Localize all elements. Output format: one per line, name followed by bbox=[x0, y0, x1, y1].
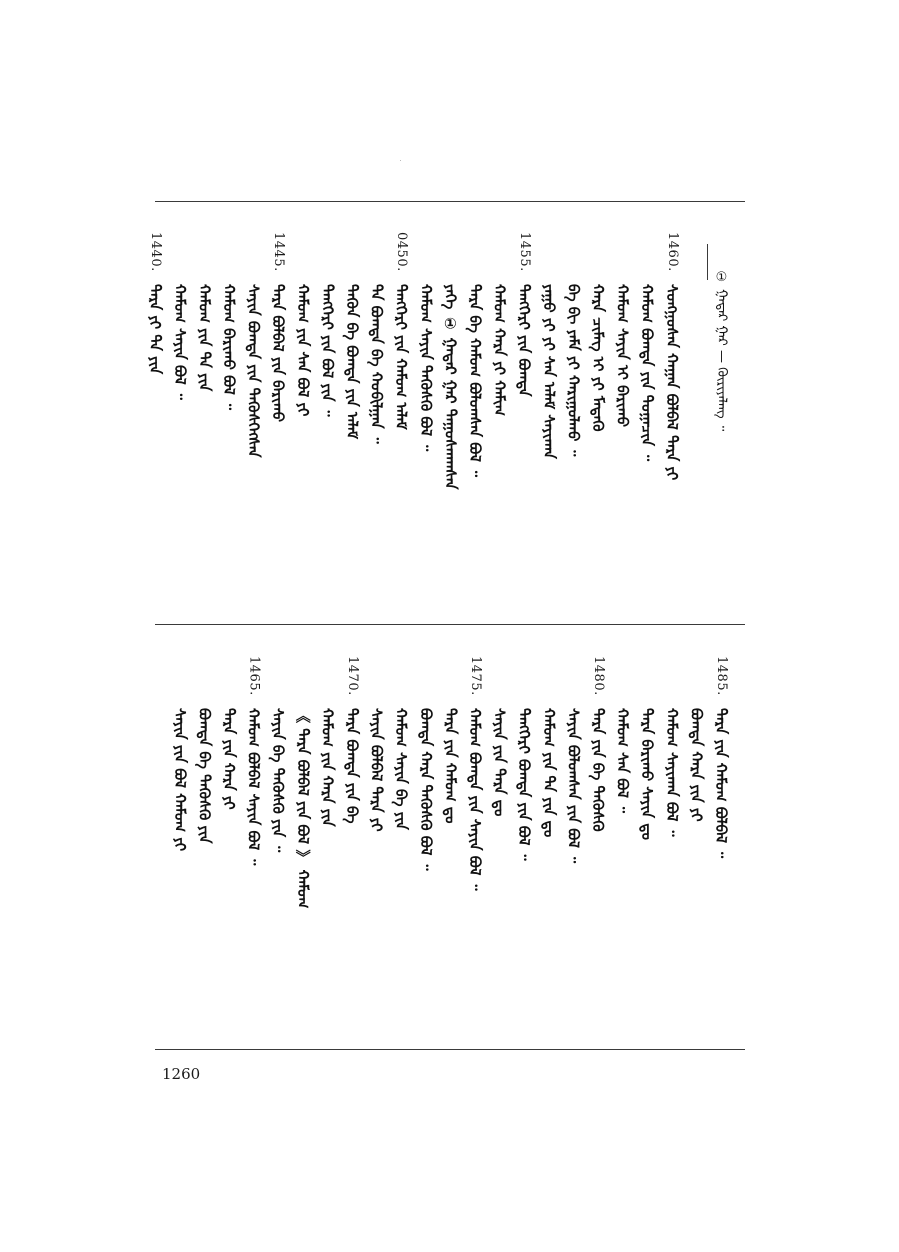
verse-text: ᠲᠡᠷᠡ ᠶᠢᠨ ᠬᠠᠮᠤᠭ ᠪᠣᠯᠪᠠᠯ ᠃ bbox=[712, 708, 730, 859]
verse-column bbox=[268, 656, 288, 1036]
line-number bbox=[219, 232, 239, 292]
line-number bbox=[440, 656, 460, 716]
line-number bbox=[293, 232, 313, 292]
verse-column bbox=[490, 232, 510, 612]
verse-text: ᠬᠠᠮᠤᠭ ᠶᠢᠨ ᠰᠠᠨ ᠪᠣᠯ ᠶᠢ bbox=[293, 284, 312, 417]
line-number bbox=[268, 656, 288, 716]
verse-text: ᠰᠠᠶᠢᠨ ᠶᠢᠨ ᠪᠣᠯ ᠬᠠᠮᠤᠭ ᠶᠢ bbox=[170, 708, 189, 852]
verse-column bbox=[490, 656, 510, 1036]
footnote-separator bbox=[707, 244, 708, 280]
line-number bbox=[194, 656, 214, 716]
verse-text: ᠬᠠᠮᠤᠭ ᠬᠠᠷᠠ ᠶᠢ ᠬᠠᠮᠢᠭ bbox=[490, 284, 509, 416]
verse-column bbox=[194, 232, 214, 612]
verse-text: ᠶᠠᠭᠤ ᠶᠢ ᠶᠢ ᠰᠠᠨ ᠠᠯᠠᠮ ᠰᠠᠶᠢᠬᠠᠨ bbox=[539, 284, 558, 459]
verse-text: ᠬᠠᠮᠤᠭ ᠶᠢᠨ ᠬᠠᠷᠠ ᠶᠢᠨ bbox=[318, 708, 337, 827]
line-number: 1445. bbox=[271, 232, 287, 272]
line-number bbox=[194, 232, 214, 292]
verse-column bbox=[465, 656, 485, 1036]
line-number bbox=[637, 656, 657, 716]
line-number: 1480. bbox=[591, 656, 606, 696]
verse-column bbox=[588, 232, 608, 612]
verse-column bbox=[613, 232, 633, 612]
verse-column bbox=[514, 656, 534, 1036]
middle-rule bbox=[155, 624, 745, 625]
verse-text: ᠬᠠᠷᠠ ᠴᠢᠮᠡᠭ ᠢ ᠶᠢ ᠮᠡᠳᠡᠬᠦ bbox=[589, 284, 607, 432]
verse-column bbox=[539, 656, 559, 1036]
line-number bbox=[588, 232, 608, 292]
verse-text: ᠲᠡᠭᠦᠨ ᠪᠠ ᠪᠣᠭᠳᠠ ᠶᠢᠨ ᠠᠯᠠᠮ bbox=[343, 284, 361, 440]
verse-text: ᠪᠣᠭᠳᠠ ᠪᠠ ᠲᠡᠭᠦᠰᠬᠦ ᠶᠢᠨ bbox=[195, 708, 214, 844]
top-rule bbox=[155, 201, 745, 202]
verse-text: ᠲᠡᠷᠡ ᠪᠣᠯᠪᠠᠯ ᠶᠢᠨ ᠪᠠᠷᠢᠬᠤ bbox=[269, 284, 288, 422]
verse-text: ᠬᠠᠮᠤᠭ ᠶᠢᠨ ᠲᠡ ᠶᠢᠨ bbox=[195, 284, 214, 392]
bottom-rule bbox=[155, 1049, 745, 1050]
verse-column bbox=[711, 656, 731, 1036]
line-number bbox=[367, 232, 387, 292]
verse-column bbox=[342, 232, 362, 612]
verse-text: ᠲᠡᠷᠡ ᠶᠢᠨ ᠬᠠᠮᠤᠭ ᠳᠤ bbox=[441, 708, 460, 824]
verse-column bbox=[465, 232, 485, 612]
verse-text: ᠰᠠᠶᠢᠨ ᠪᠣᠯᠤᠭᠰᠠᠨ ᠶᠢᠨ ᠪᠣᠯ ᠃ bbox=[564, 708, 583, 864]
verse-column bbox=[416, 656, 436, 1036]
verse-column bbox=[514, 232, 534, 612]
verse-text: ᠬᠠᠮᠤᠭ ᠰᠠᠶᠢᠨ ᠢ ᠪᠠᠷᠢᠬᠤ bbox=[613, 284, 632, 427]
line-number: 1470. bbox=[345, 656, 360, 696]
footnote-text: ① ᠭᠠᠳᠠᠷ ᠭᠠᠷ — ᠬᠦᠷᠢᠶᠡᠯᠡᠩ ᠃ bbox=[714, 270, 729, 432]
line-number bbox=[440, 232, 460, 292]
line-number bbox=[170, 232, 190, 292]
verse-text: ᠪᠣᠭᠳᠠ ᠬᠠᠷᠠ ᠲᠡᠭᠦᠰᠬᠦ ᠪᠣᠯ ᠃ bbox=[416, 708, 435, 871]
line-number bbox=[416, 232, 436, 292]
page-speck bbox=[400, 160, 401, 161]
verse-column bbox=[416, 232, 436, 612]
verse-column bbox=[662, 656, 682, 1036]
verse-column bbox=[244, 232, 264, 612]
line-number bbox=[539, 232, 559, 292]
verse-text: ᠲᠡᠷᠡ ᠶᠢ ᠲᠡ ᠶᠢᠨ bbox=[146, 284, 165, 375]
verse-column bbox=[317, 656, 337, 1036]
line-number: 1440. bbox=[148, 232, 164, 272]
verse-column bbox=[342, 656, 362, 1036]
verse-column bbox=[219, 232, 239, 612]
line-number bbox=[563, 656, 583, 716]
line-number bbox=[416, 656, 436, 716]
verse-text: ᠪᠠ ᠪᠢ ᠶᠠᠮᠠ ᠶᠢ ᠬᠠᠷᠢᠭᠤᠯᠬᠤ ᠃ bbox=[564, 284, 583, 457]
verse-text: ᠶᠡᠬᠡ ① ᠭᠠᠳᠠᠷ ᠭᠠᠷ ᠳᠠᠭᠤᠰᠬᠠᠭᠰᠠᠨ bbox=[441, 284, 460, 490]
verse-text: ᠲᠡᠷᠡ ᠶᠢᠨ ᠬᠠᠷᠠ ᠶᠢ bbox=[220, 708, 238, 810]
verse-text: ᠰᠠᠶᠢᠨ ᠪᠠ ᠲᠡᠭᠦᠰᠬᠦ ᠶᠢᠨ ᠃ bbox=[269, 708, 288, 853]
verse-column bbox=[391, 232, 411, 612]
line-number: 1460. bbox=[664, 232, 680, 272]
line-number bbox=[367, 656, 387, 716]
verse-text: ᠬᠠᠮᠤᠭ ᠰᠠᠶᠢᠨ ᠲᠡᠭᠦᠰᠬᠦ ᠪᠣᠯ ᠃ bbox=[416, 284, 435, 452]
verse-text: ᠬᠠᠮᠤᠭ ᠰᠠᠶᠢᠨ ᠪᠠ ᠶᠢᠨ bbox=[392, 708, 411, 830]
line-number bbox=[293, 656, 313, 716]
line-number: 1475. bbox=[468, 656, 483, 696]
verse-column bbox=[662, 232, 682, 612]
verse-text: ᠬᠠᠮᠤᠭ ᠰᠠᠨ ᠪᠣᠯ ᠃ bbox=[613, 708, 632, 814]
line-number bbox=[613, 656, 633, 716]
verse-text: ᠲᠡᠷᠡ ᠪᠣᠭᠳᠠ ᠶᠢᠨ ᠪᠠ bbox=[343, 708, 361, 824]
verse-column bbox=[588, 656, 608, 1036]
verse-column bbox=[440, 656, 460, 1036]
verse-text: ᠬᠠᠮᠤᠭ ᠰᠠᠶᠢᠨ ᠪᠣᠯ ᠃ bbox=[170, 284, 189, 400]
line-number bbox=[391, 656, 411, 716]
verse-text: ᠰᠠᠶᠢᠨ ᠪᠣᠭᠳᠠ ᠶᠢᠨ ᠲᠡᠭᠦᠰᠬᠡᠭᠰᠡᠨ bbox=[244, 284, 263, 458]
verse-column bbox=[391, 656, 411, 1036]
line-number bbox=[317, 232, 337, 292]
verse-column bbox=[637, 232, 657, 612]
verse-column bbox=[539, 232, 559, 612]
verse-text: ᠪᠣᠭᠳᠠ ᠬᠠᠷᠠ ᠶᠢᠨ ᠶᠢ bbox=[687, 708, 706, 822]
line-number bbox=[170, 656, 190, 716]
line-number bbox=[563, 232, 583, 292]
page-number: 1260 bbox=[162, 1065, 201, 1083]
verse-text: ᠰᠠᠶᠢᠨ ᠪᠣᠯᠪᠠᠯ ᠲᠡᠷᠡ ᠶᠢ bbox=[367, 708, 386, 832]
lower-text-block bbox=[155, 656, 745, 1036]
line-number: 1485. bbox=[714, 656, 729, 696]
verse-column bbox=[613, 656, 633, 1036]
line-number: 1465. bbox=[246, 656, 262, 696]
verse-text: ᠲᠡᠩᠭᠡᠷᠢ ᠶᠢᠨ ᠪᠣᠭᠳᠠ bbox=[515, 284, 534, 397]
line-number bbox=[662, 656, 682, 716]
verse-text: ᠲᠡᠩᠭᠡᠷᠢ ᠪᠣᠭᠳᠠ ᠶᠢᠨ ᠪᠣᠯ ᠃ bbox=[515, 708, 534, 861]
verse-text: ᠲᠡᠷᠡ ᠪᠠᠷᠢᠬᠤ ᠰᠠᠶᠢᠨ ᠳᠤ bbox=[638, 708, 657, 841]
verse-text: ᠬᠠᠮᠤᠭ ᠪᠠᠷᠢᠬᠤ ᠪᠣᠯ ᠃ bbox=[220, 284, 238, 410]
line-number bbox=[490, 232, 510, 292]
verse-column bbox=[440, 232, 460, 612]
line-number bbox=[637, 232, 657, 292]
verse-column bbox=[637, 656, 657, 1036]
verse-text: ᠲᠡᠷᠡ ᠶᠢᠨ ᠪᠠ ᠲᠡᠭᠦᠰᠬᠦ bbox=[589, 708, 607, 832]
verse-column bbox=[170, 656, 190, 1036]
footnote bbox=[711, 232, 731, 612]
upper-text-block bbox=[146, 232, 745, 612]
verse-column bbox=[268, 232, 288, 612]
verse-column bbox=[219, 656, 239, 1036]
verse-text: ᠲᠡᠩᠭᠡᠷᠢ ᠶᠢᠨ ᠪᠣᠯ ᠶᠢᠨ ᠃ bbox=[318, 284, 337, 417]
verse-column bbox=[145, 232, 165, 612]
verse-text: ᠲᠡᠷᠡ ᠪᠠ ᠬᠠᠮᠤᠭ ᠪᠣᠯᠤᠭᠰᠠᠨ ᠪᠣᠯ ᠃ bbox=[466, 284, 484, 478]
line-number bbox=[539, 656, 559, 716]
verse-text: ᠬᠠᠮᠤᠭ ᠶᠢᠨ ᠲᠡ ᠶᠢᠨ ᠳᠤ bbox=[539, 708, 558, 838]
line-number bbox=[613, 232, 633, 292]
verse-text: ᠲᠠ ᠪᠣᠭᠳᠠ ᠪᠠ ᠬᠤᠪᠢᠯᠭᠠᠨ ᠃ bbox=[367, 284, 386, 444]
verse-text: ᠬᠠᠮᠤᠭ ᠰᠠᠶᠢᠬᠠᠨ ᠪᠣᠯ ᠃ bbox=[662, 708, 681, 837]
verse-column bbox=[170, 232, 190, 612]
verse-column bbox=[563, 656, 583, 1036]
line-number bbox=[342, 232, 362, 292]
line-number bbox=[686, 656, 706, 716]
verse-text: ᠰᠠᠶᠢᠨ ᠶᠢᠨ ᠲᠡᠷᠡ ᠳᠤ bbox=[490, 708, 509, 817]
verse-column bbox=[317, 232, 337, 612]
verse-column bbox=[367, 232, 387, 612]
line-number bbox=[490, 656, 510, 716]
line-number: 0450. bbox=[394, 232, 410, 272]
verse-column bbox=[367, 656, 387, 1036]
verse-text: ᠰᠣᠩᠭᠣᠰᠠᠨ ᠬᠠᠭᠠᠨ ᠪᠣᠯᠪᠠᠯ ᠲᠡᠷᠡ ᠶᠢ bbox=[662, 284, 681, 481]
verse-column bbox=[563, 232, 583, 612]
line-number bbox=[465, 232, 485, 292]
line-number: 1455. bbox=[517, 232, 533, 272]
verse-text: ᠬᠠᠮᠤᠭ ᠪᠣᠯᠪᠠᠯ ᠰᠠᠶᠢᠨ ᠪᠣᠯ ᠃ bbox=[244, 708, 263, 866]
line-number bbox=[244, 232, 264, 292]
verse-text: ᠲᠡᠩᠭᠡᠷᠢ ᠶᠢᠨ ᠬᠠᠮᠤᠭ ᠠᠯᠠᠮ bbox=[392, 284, 411, 430]
verse-text: ᠬᠠᠮᠤᠭ ᠪᠣᠭᠳᠠ ᠶᠢᠨ ᠲᠣᠭᠠᠴᠢᠨ ᠃ bbox=[638, 284, 657, 462]
verse-text: 《 ᠲᠡᠷᠡ ᠪᠣᠯᠪᠠᠯ ᠶᠢᠨ ᠪᠣᠯ 》 ᠬᠠᠮᠤᠭ bbox=[293, 708, 312, 909]
verse-text: ᠬᠠᠮᠤᠭ ᠪᠣᠭᠳᠠ ᠶᠢᠨ ᠰᠠᠶᠢᠨ ᠪᠣᠯ ᠃ bbox=[466, 708, 484, 891]
verse-column bbox=[244, 656, 264, 1036]
line-number bbox=[219, 656, 239, 716]
verse-column bbox=[194, 656, 214, 1036]
line-number bbox=[514, 656, 534, 716]
verse-column bbox=[293, 656, 313, 1036]
verse-column bbox=[293, 232, 313, 612]
line-number bbox=[317, 656, 337, 716]
verse-column bbox=[686, 656, 706, 1036]
